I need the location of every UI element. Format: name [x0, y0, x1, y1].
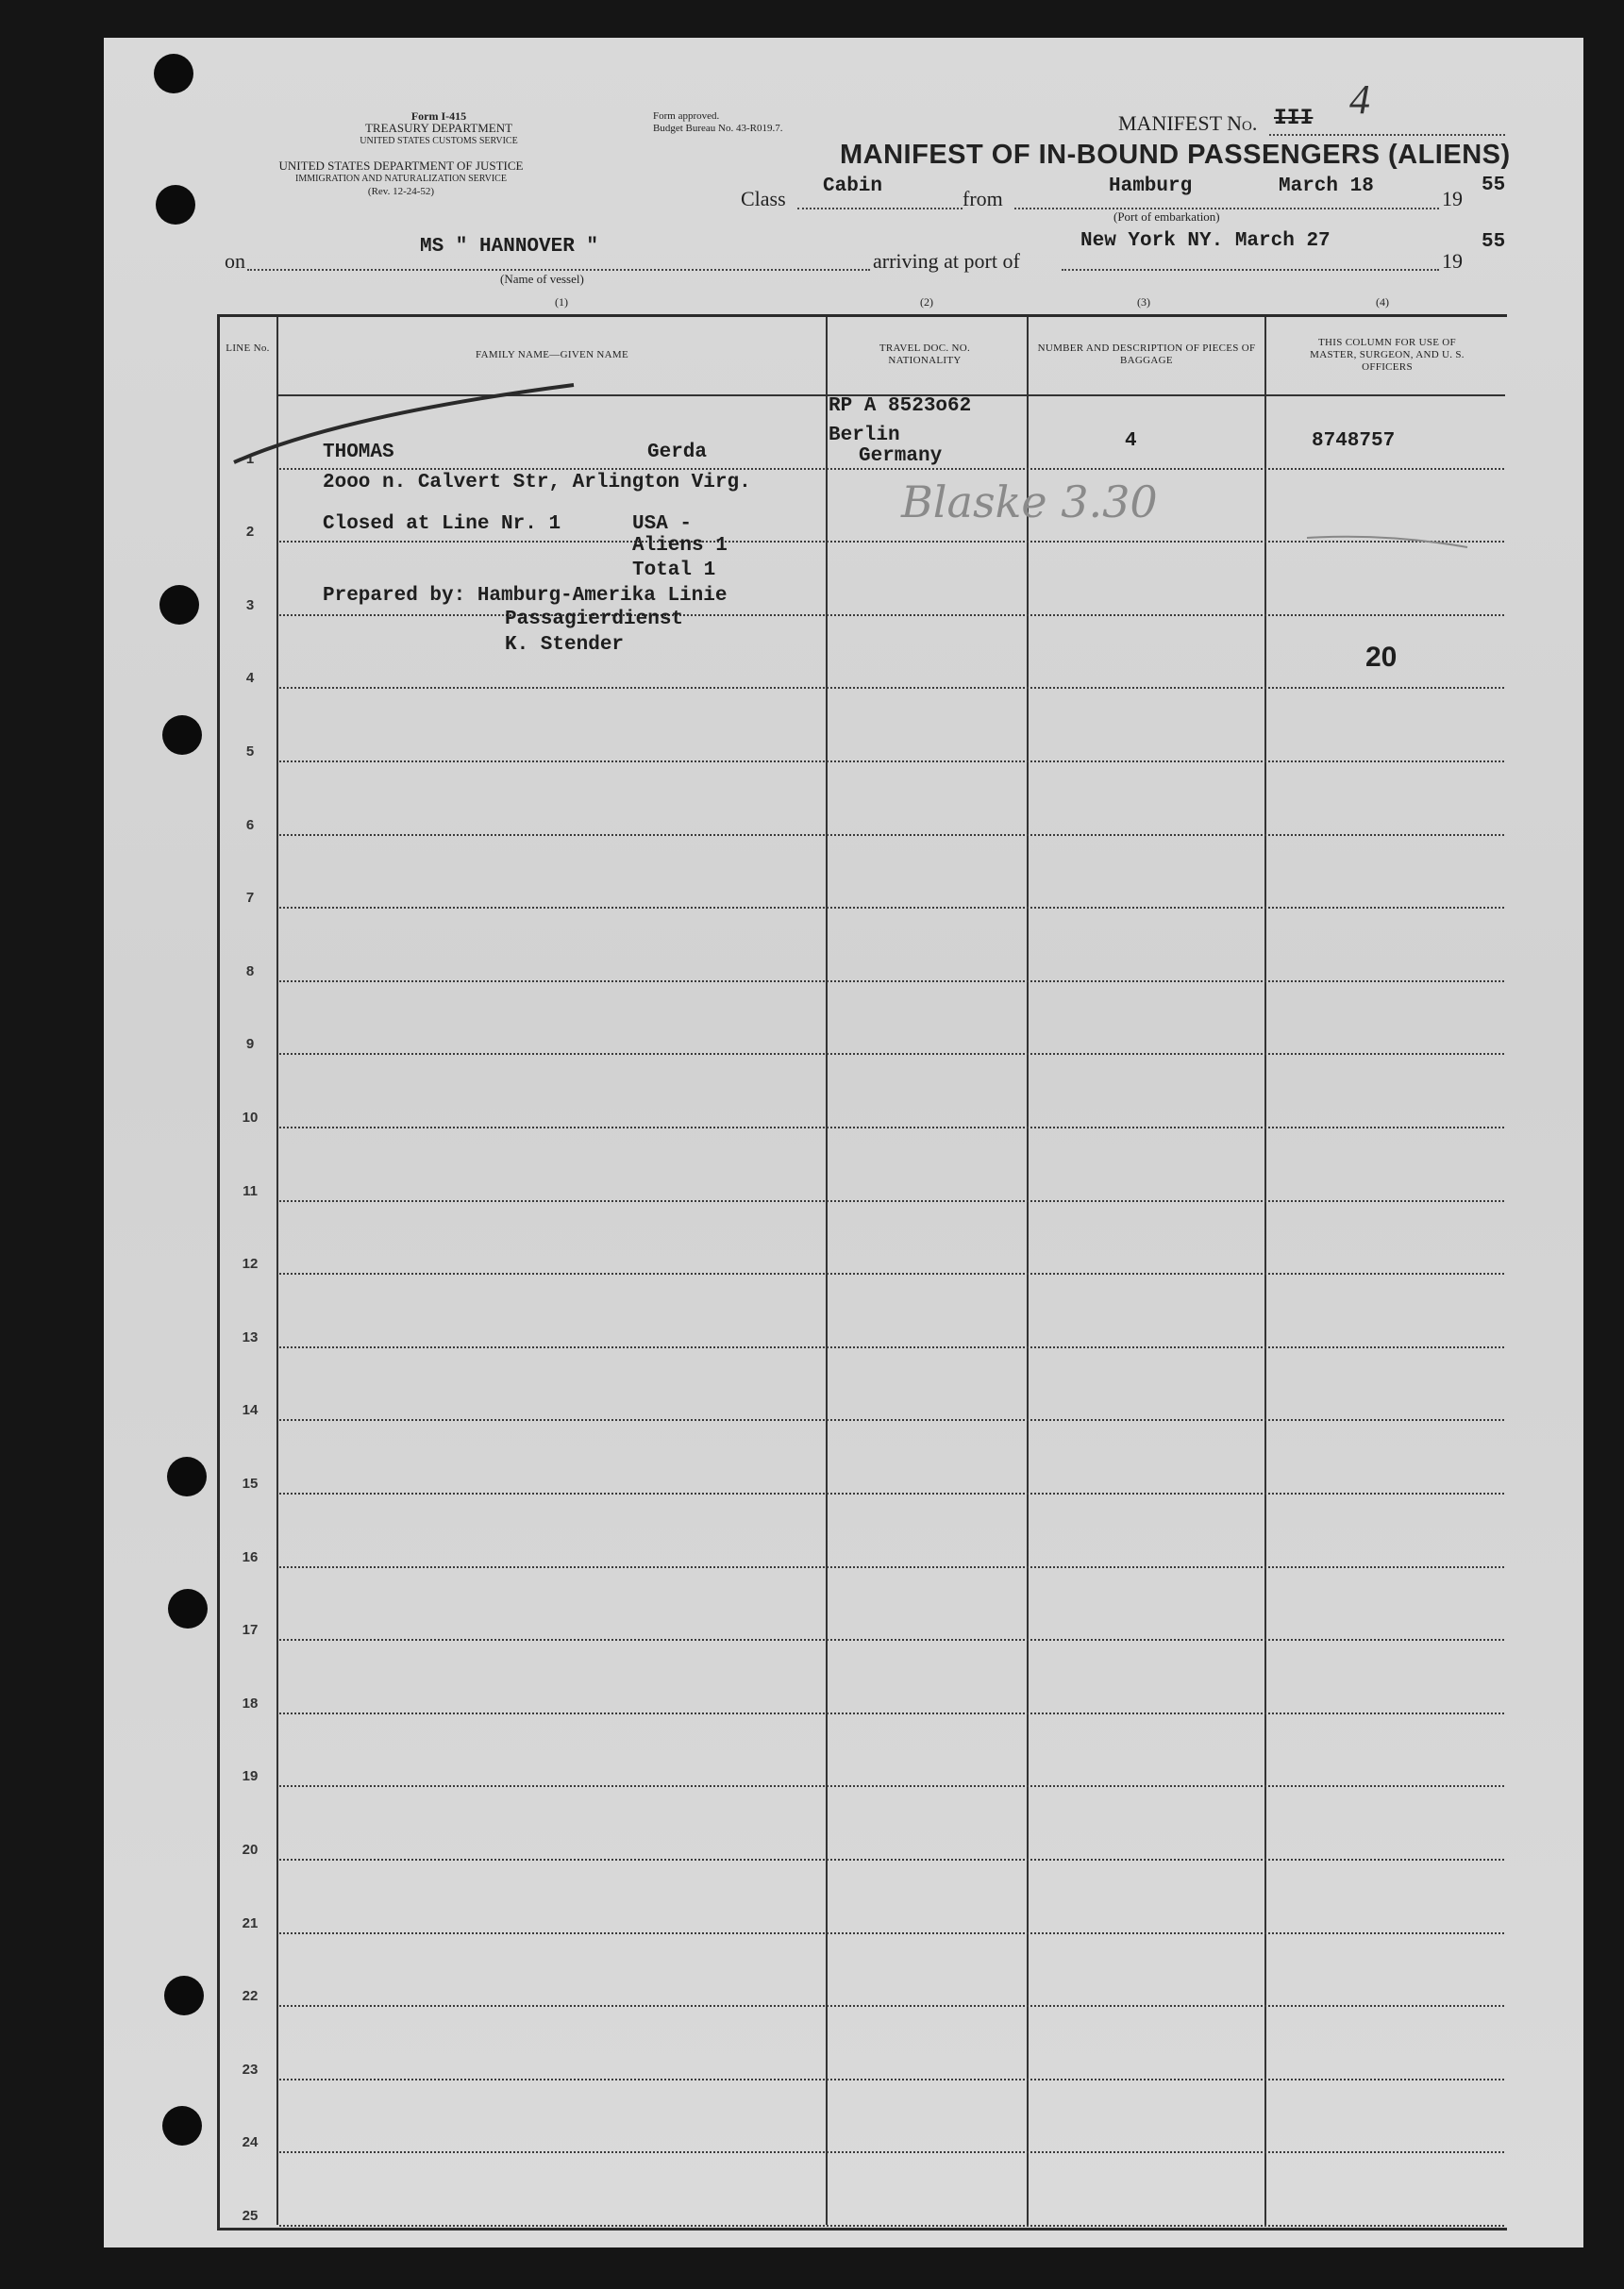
table-row: [279, 2225, 1504, 2227]
manifest-label: MANIFEST No.: [1118, 111, 1258, 135]
table-row: [279, 614, 1504, 616]
manifest-number: III: [1274, 106, 1314, 130]
header-family-name: FAMILY NAME—GIVEN NAME: [476, 349, 628, 360]
form-number: Form I-415: [410, 109, 467, 123]
stamp-number: 20: [1365, 642, 1398, 673]
class-label: Class: [741, 187, 786, 210]
given-name: Gerda: [647, 442, 708, 463]
table-row: [279, 834, 1504, 836]
travel-document-number: RP A 8523o62: [829, 395, 972, 417]
table-row: [279, 1346, 1504, 1348]
line-number: 22: [242, 1988, 259, 2005]
line-number: 2: [245, 524, 255, 541]
line-number: 14: [242, 1402, 259, 1419]
table-row: [279, 1200, 1504, 1202]
header-officers: THIS COLUMN FOR USE OF MASTER, SURGEON, AND U. S. OFFICERS: [1310, 337, 1465, 373]
family-name: THOMAS: [323, 442, 394, 463]
budget-bureau-number: Budget Bureau No. 43-R019.7.: [653, 123, 783, 134]
line-number: 12: [242, 1256, 259, 1273]
table-row: [279, 907, 1504, 909]
prepared-by: Prepared by: Hamburg-Amerika Linie: [323, 585, 728, 607]
line-number: 18: [242, 1695, 259, 1712]
on-label: on: [225, 249, 245, 273]
table-row: [279, 1273, 1504, 1275]
arrival-line: [1062, 269, 1439, 271]
table-row: [279, 760, 1504, 762]
punch-hole: [162, 2106, 202, 2146]
line-number: 13: [242, 1328, 259, 1345]
usa-count: USA -: [632, 513, 693, 535]
ins-service: IMMIGRATION AND NATURALIZATION SERVICE: [295, 174, 507, 184]
table-row: [279, 1419, 1504, 1421]
table-row: [279, 1932, 1504, 1934]
year-prefix-2: 19: [1442, 249, 1463, 273]
column-number-1: (1): [555, 295, 568, 309]
table-row: [279, 1127, 1504, 1128]
page-title: MANIFEST OF IN-BOUND PASSENGERS (ALIENS): [840, 140, 1511, 170]
column-divider: [1264, 317, 1266, 2225]
aliens-count: Aliens 1: [632, 535, 728, 557]
table-row: [279, 687, 1504, 689]
class-line: [797, 208, 963, 209]
treasury-department: TREASURY DEPARTMENT: [364, 121, 513, 135]
column-divider: [276, 317, 278, 2225]
table-row: [279, 1639, 1504, 1641]
baggage-count: 4: [1125, 430, 1137, 452]
line-number: 5: [245, 744, 255, 760]
punch-hole: [164, 1976, 204, 2015]
year-prefix: 19: [1442, 187, 1463, 210]
table-row: [279, 1785, 1504, 1787]
line-number: 9: [245, 1036, 255, 1053]
punch-hole: [159, 585, 199, 625]
table-row: [279, 2151, 1504, 2153]
line-number: 10: [242, 1110, 259, 1126]
column-number-2: (2): [920, 295, 933, 309]
table-row: [279, 2079, 1504, 2080]
department-of-justice: UNITED STATES DEPARTMENT OF JUSTICE: [278, 159, 524, 173]
nationality: Germany: [859, 445, 943, 467]
line-number: 15: [242, 1476, 259, 1492]
line-number: 25: [242, 2208, 259, 2224]
manifest-number-line: [1269, 134, 1505, 136]
column-number-3: (3): [1137, 295, 1150, 309]
arriving-label: arriving at port of: [873, 249, 1020, 273]
column-divider: [826, 317, 828, 2225]
punch-hole: [162, 715, 202, 755]
form-approved: Form approved.: [653, 110, 720, 122]
port-caption: (Port of embarkation): [1113, 209, 1220, 224]
departure-date: March 18: [1279, 175, 1374, 197]
line-number: 21: [242, 1914, 259, 1931]
table-row: [279, 1566, 1504, 1568]
line-number: 4: [245, 670, 255, 687]
line-number: 3: [245, 596, 255, 613]
line-number: 16: [242, 1548, 259, 1565]
table-row: [279, 1859, 1504, 1861]
departure-year: 55: [1482, 175, 1506, 196]
officer-number: 8748757: [1312, 430, 1396, 452]
header-travel-doc: TRAVEL DOC. NO. NATIONALITY: [879, 343, 971, 366]
vessel-name: MS " HANNOVER ": [420, 236, 599, 258]
punch-hole: [167, 1457, 207, 1496]
line-number: 6: [245, 816, 255, 833]
header-line-no: LINE No.: [226, 343, 270, 354]
vessel-line: [247, 269, 870, 271]
vessel-caption: (Name of vessel): [500, 272, 584, 286]
arrival-port-date: New York NY. March 27: [1080, 230, 1331, 252]
manifest-number-handwritten: 4: [1349, 76, 1370, 123]
line-number: 23: [242, 2061, 259, 2078]
column-divider: [1027, 317, 1029, 2225]
header-baggage: NUMBER AND DESCRIPTION OF PIECES OF BAGGAGE: [1037, 343, 1256, 366]
from-line: [1014, 208, 1439, 209]
punch-hole: [154, 54, 193, 93]
pen-tail-line: [1302, 528, 1472, 557]
total-count: Total 1: [632, 560, 716, 581]
customs-service: UNITED STATES CUSTOMS SERVICE: [360, 136, 518, 146]
line-number: 20: [242, 1842, 259, 1858]
table-row: [279, 1493, 1504, 1495]
handwritten-notation: Blaske 3.30: [901, 476, 1158, 527]
table-row: [279, 2005, 1504, 2007]
line-number: 1: [245, 450, 255, 467]
line-number: 19: [242, 1768, 259, 1785]
birth-city: Berlin: [829, 425, 900, 446]
class-value: Cabin: [823, 175, 883, 197]
revision-date: (Rev. 12-24-52): [367, 186, 435, 197]
pen-stroke: [226, 377, 585, 472]
line-number: 11: [243, 1182, 258, 1199]
line-number: 24: [242, 2134, 259, 2151]
column-number-4: (4): [1376, 295, 1389, 309]
port-of-embarkation: Hamburg: [1109, 175, 1193, 197]
line-number: 8: [245, 962, 255, 979]
punch-hole: [168, 1589, 208, 1629]
table-row: [279, 1713, 1504, 1714]
table-row: [279, 1053, 1504, 1055]
preparer-name: K. Stender: [505, 634, 625, 656]
closed-note: Closed at Line Nr. 1: [323, 513, 561, 535]
line-number: 7: [245, 890, 255, 907]
passagierdienst: Passagierdienst: [505, 609, 684, 630]
punch-hole: [156, 185, 195, 225]
address: 2ooo n. Calvert Str, Arlington Virg.: [323, 472, 751, 493]
from-label: from: [963, 187, 1003, 210]
line-number: 17: [242, 1622, 259, 1639]
table-row: [279, 980, 1504, 982]
arrival-year: 55: [1482, 231, 1506, 253]
